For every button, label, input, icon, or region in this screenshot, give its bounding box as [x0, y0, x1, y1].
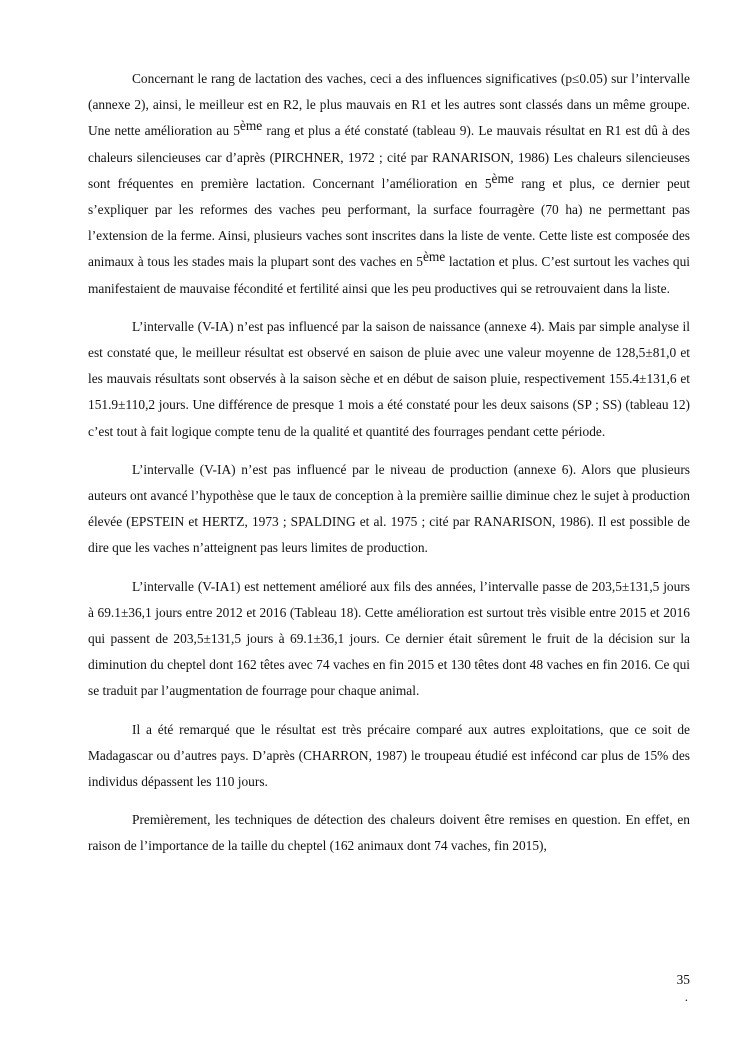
footer-dot: .: [684, 989, 688, 1004]
paragraph-text: lactation et plus. C’est surtout les vaches qui manifestaient de mauvaise fécondité et fertilité ainsi que les peu productives qui se retrouvaient dans la liste.: [88, 254, 690, 296]
page-number: 35: [676, 972, 690, 987]
paragraph-text: rang et plus a été constaté (tableau 9). Le mauvais résultat en R1 est dû à des chaleurs silencieuses car d’après (PIRCHNER, 1972 ; cité par RANARISON, 1986) Les chaleurs silencieuses sont fréquentes en première lactation. Concernant l’amélioration en 5: [88, 123, 690, 191]
paragraph-birth-season: L’intervalle (V-IA) n’est pas influencé par la saison de naissance (annexe 4). Mais par simple analyse il est constaté que, le meilleur résultat est observé en saison de pluie avec une valeur moyenne de 128,5±81,0 et les mauvais résultats sont observés à la saison sèche et en début de saison pluie, respectivement 155.4±131,6 et 151.9±110,2 jours. Une différence de presque 1 mois a été constaté pour les deux saisons (SP ; SS) (tableau 12) c’est tout à fait logique compte tenu de la qualité et quantité des fourrages pendant cette période.: [88, 318, 690, 439]
paragraph-production-level: L’intervalle (V-IA) n’est pas influencé par le niveau de production (annexe 6). Alors que plusieurs auteurs ont avancé l’hypothèse que le taux de conception à la première saillie diminue chez le sujet à production élevée (EPSTEIN et HERTZ, 1973 ; SPALDING et al. 1975 ; cité par RANARISON, 1986). Il est possible de dire que les vaches n’atteignent pas leurs limites de production.: [88, 461, 690, 556]
paragraph-text: rang et plus, ce dernier peut s’expliquer par les reformes des vaches peu performant, la surface fourragère (70 ha) ne permettant pas l’extension de la ferme. Ainsi, plusieurs vaches sont inscrites dans la liste de vente. Cette liste est composée des animaux à tous les stades mais la plupart sont des vaches en 5: [88, 175, 690, 270]
paragraph-text: Concernant le rang de lactation des vaches, ceci a des influences significatives (p≤0.05) sur l’intervalle (annexe 2), ainsi, le meilleur est en R2, le plus mauvais en R1 et les autres sont classés dans un même groupe. Une nette amélioration au 5: [88, 71, 690, 139]
paragraph-heat-detection: Premièrement, les techniques de détection des chaleurs doivent être remises en question. En effet, en raison de l’importance de la taille du cheptel (162 animaux dont 74 vaches, fin 2015),: [88, 812, 690, 854]
superscript-eme: ème: [422, 249, 446, 265]
superscript-eme: ème: [491, 170, 514, 186]
paragraph-comparison: Il a été remarqué que le résultat est très précaire comparé aux autres exploitations, que ce soit de Madagascar ou d’autres pays. D’après (CHARRON, 1987) le troupeau étudié est infécond car plus de 15% des individus dépassent les 110 jours.: [88, 721, 690, 790]
superscript-eme: ème: [239, 118, 263, 134]
paragraph-yearly-improvement: L’intervalle (V-IA1) est nettement amélioré aux fils des années, l’intervalle passe de 203,5±131,5 jours à 69.1±36,1 jours entre 2012 et 2016 (Tableau 18). Cette amélioration est surtout très visible entre 2015 et 2016 qui passent de 203,5±131,5 jours à 69.1±36,1 jours. Ce dernier était sûrement le fruit de la décision sur la diminution du cheptel dont 162 têtes avec 74 vaches en fin 2015 et 130 têtes dont 48 vaches en fin 2016. Ce qui se traduit par l’augmentation de fourrage pour chaque animal.: [88, 578, 690, 699]
paragraph-lactation-rank: [88, 66, 690, 302]
document-page: [88, 66, 690, 872]
